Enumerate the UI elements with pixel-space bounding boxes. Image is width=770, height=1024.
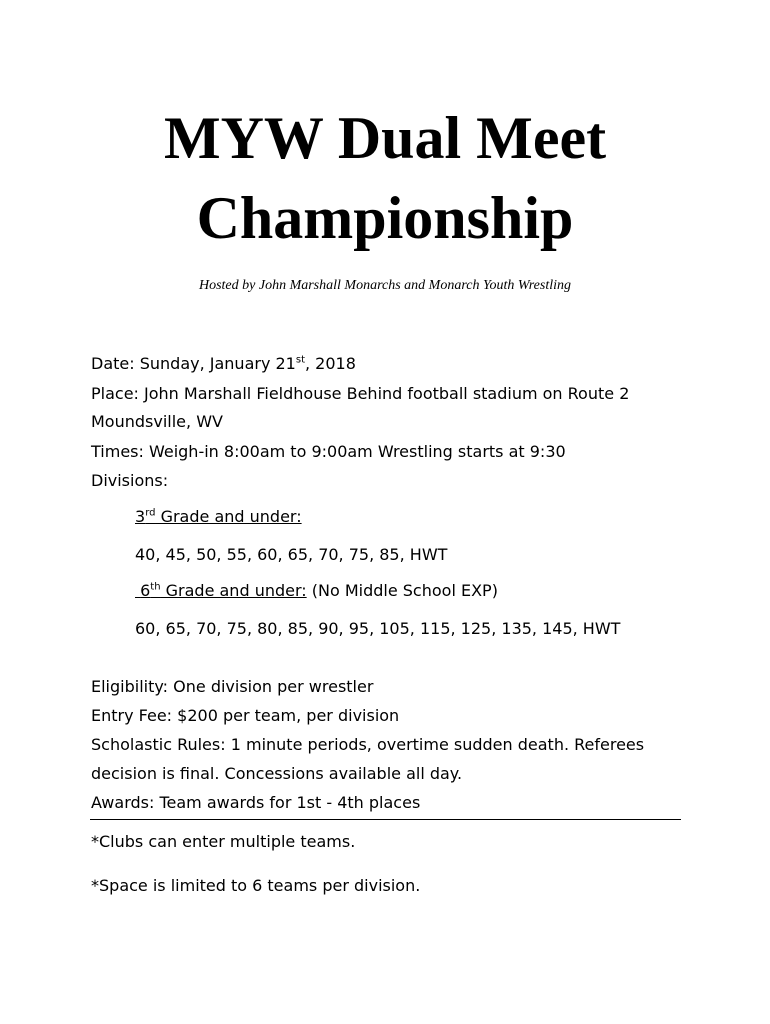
divisions-label: Divisions: <box>91 471 169 490</box>
awards-line: Awards: Team awards for 1st - 4th places <box>91 793 421 812</box>
date-sup: st <box>295 354 305 366</box>
division-1-heading <box>135 507 735 527</box>
division-2-heading <box>135 581 735 601</box>
division-1-sup: rd <box>145 507 156 519</box>
entry-fee-line: Entry Fee: $200 per team, per division <box>91 706 400 725</box>
division-2-weights: 60, 65, 70, 75, 80, 85, 90, 95, 105, 115, 125, 135, 145, HWT <box>135 619 621 638</box>
division-2-label: Grade and under: <box>160 581 307 600</box>
rules-line-1: Scholastic Rules: 1 minute periods, overtime sudden death. Referees <box>91 735 645 754</box>
place-line-1: Place: John Marshall Fieldhouse Behind football stadium on Route 2 <box>91 384 630 403</box>
division-2-sup: th <box>150 581 161 593</box>
title-line-1: MYW Dual Meet <box>163 105 607 171</box>
date-suffix: , 2018 <box>305 354 356 373</box>
page-title <box>0 98 770 258</box>
note-space: *Space is limited to 6 teams per division. <box>91 876 421 895</box>
division-1-label: Grade and under: <box>155 507 302 526</box>
eligibility-line: Eligibility: One division per wrestler <box>91 677 374 696</box>
division-1-title <box>135 507 302 526</box>
horizontal-rule <box>90 819 681 820</box>
note-clubs: *Clubs can enter multiple teams. <box>91 832 356 851</box>
title-line-2: Championship <box>196 185 574 251</box>
division-1-weights: 40, 45, 50, 55, 60, 65, 70, 75, 85, HWT <box>135 545 448 564</box>
division-2-note: (No Middle School EXP) <box>311 581 498 600</box>
division-2-title <box>135 581 307 600</box>
division-2-num: 6 <box>140 581 151 600</box>
division-1-num: 3 <box>135 507 146 526</box>
rules-line-2: decision is final. Concessions available all day. <box>91 764 463 783</box>
times-line: Times: Weigh-in 8:00am to 9:00am Wrestling starts at 9:30 <box>91 442 566 461</box>
subtitle: Hosted by John Marshall Monarchs and Monarch Youth Wrestling <box>198 278 572 293</box>
date-prefix: Date: Sunday, January 21 <box>91 354 296 373</box>
date-line <box>91 354 691 374</box>
place-line-2: Moundsville, WV <box>91 412 223 431</box>
